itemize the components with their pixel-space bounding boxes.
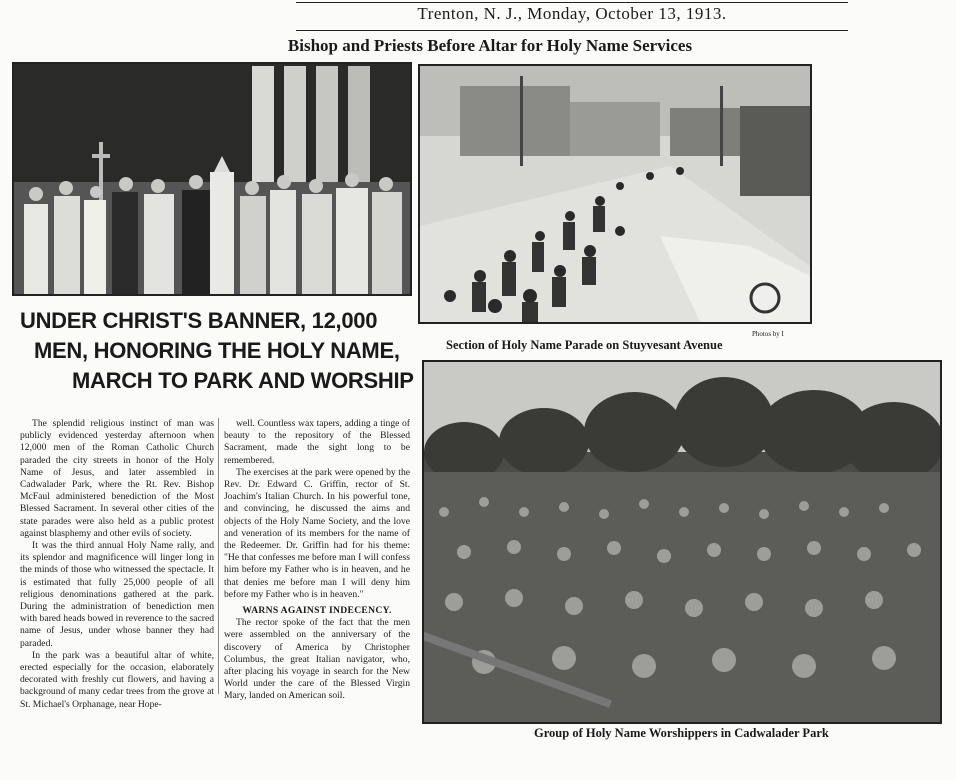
article-paragraph: The splendid religious instinct of man was publicly evidenced yesterday afternoon when 12,000 men of the Roman Catholic Church paraded the city streets in honor of the Holy Name of Jesus, and later assembled in Cadwalader Park, where the Rt. Rev. Bishop McFaul administered benediction of the Most Blessed Sacrament. In several other cities of the state parades were also held as a public protest against blasphemy and other evils of society. — [20, 418, 214, 539]
article-paragraph: It was the third annual Holy Name rally, and its splendor and magnificence will linger long in the minds of those who witnessed the spectacle. It is estimated that fully 25,000 people of all religious denominations gathered at the park. During the administration of benediction men with bared heads bowed in reverence to the sacred name of Jesus, under whose banner they had paraded. — [20, 540, 214, 649]
photo-parade — [418, 64, 812, 324]
headline-line-1: UNDER CHRIST'S BANNER, 12,000 — [20, 308, 378, 333]
photo-altar — [12, 62, 412, 296]
top-headline: Bishop and Priests Before Altar for Holy Name Services — [287, 36, 693, 55]
article-paragraph: well. Countless wax tapers, adding a tinge of beauty to the repository of the Blessed Sacrament, made the sight long to be remembered. — [224, 418, 410, 466]
article-paragraph: In the park was a beautiful altar of white, erected especially for the occasion, elaborately decorated with freshly cut flowers, and having a background of many cedar trees from the grove at St. Michael's Orphanage, near Hope- — [20, 649, 214, 710]
main-headline — [12, 306, 412, 396]
photo-credit: Photos by I — [752, 330, 784, 338]
date-rule — [296, 30, 848, 31]
headline-line-3: MARCH TO PARK AND WORSHIP — [72, 368, 414, 393]
article-column-2 — [224, 418, 410, 703]
photo-crowd — [422, 360, 942, 724]
top-rule — [296, 2, 848, 3]
article-paragraph: The exercises at the park were opened by the Rev. Dr. Edward C. Griffin, rector of St. Joachim's Italian Church. In his powerful tone, and convincing, he discussed the aims and objects of the Holy Name Society, and the love and veneration of its members for the name of the Redeemer. Dr. Griffin had for his theme: "He that confesses me before man I will confess him before my Father who is in heaven, and he that denies me before man I will deny him before my Father who is in heaven." — [224, 466, 410, 600]
dateline: Trenton, N. J., Monday, October 13, 1913. — [417, 4, 727, 23]
bottom-rule — [422, 722, 938, 723]
column-divider — [218, 418, 219, 694]
caption-worshippers: Group of Holy Name Worshippers in Cadwalader Park — [534, 726, 829, 740]
article-column-1 — [20, 418, 214, 711]
article-subhead: WARNS AGAINST INDECENCY. — [242, 605, 392, 617]
caption-parade: Section of Holy Name Parade on Stuyvesant Avenue — [446, 338, 723, 352]
article-paragraph: The rector spoke of the fact that the men were assembled on the anniversary of the discovery of America by Christopher Columbus, the great Italian navigator, who, after placing his voyage in search for the New World under the care of the Blessed Virgin Mary, landed on American soil. — [224, 617, 410, 702]
headline-line-2: MEN, HONORING THE HOLY NAME, — [34, 338, 400, 363]
